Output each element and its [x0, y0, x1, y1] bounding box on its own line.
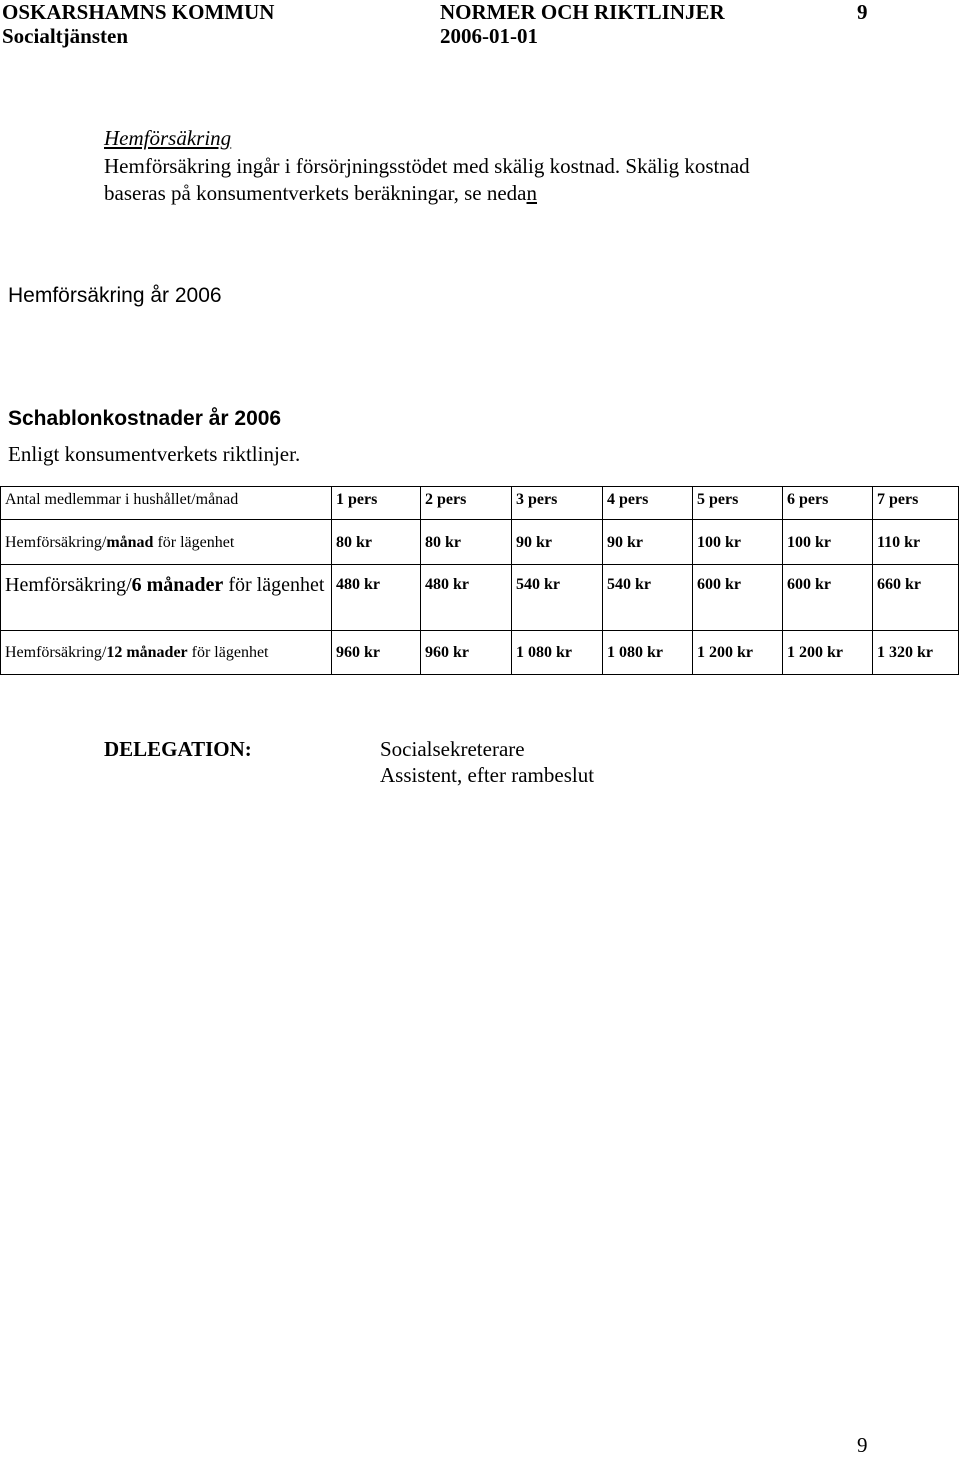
table-header-row — [1, 487, 959, 520]
column-header: 7 pers — [873, 487, 959, 520]
table-cell: 480 kr — [332, 565, 421, 631]
table-row — [1, 520, 959, 565]
table-cell: 960 kr — [421, 631, 512, 675]
table-cell: 1 200 kr — [783, 631, 873, 675]
header-page-number: 9 — [857, 0, 868, 24]
table-cell: 110 kr — [873, 520, 959, 565]
schablon-heading: Schablonkostnader år 2006 — [8, 407, 282, 430]
table-cell: 80 kr — [332, 520, 421, 565]
section-title: Hemförsäkring — [104, 126, 232, 150]
table-cell: 660 kr — [873, 565, 959, 631]
section-paragraph-line2 — [104, 180, 537, 206]
column-header: 2 pers — [421, 487, 512, 520]
row-label — [1, 631, 332, 675]
header-org: OSKARSHAMNS KOMMUN — [2, 0, 275, 24]
row-label-prefix: Hemförsäkring/ — [5, 534, 107, 551]
delegation-label: DELEGATION: — [104, 737, 252, 761]
column-header: 3 pers — [512, 487, 603, 520]
row-label-period: 6 månader — [131, 574, 224, 596]
table-row — [1, 565, 959, 631]
row-label-prefix: Hemförsäkring/ — [5, 644, 107, 661]
table-cell: 960 kr — [332, 631, 421, 675]
section-paragraph-line2-text: baseras på konsumentverkets beräkningar, se neda — [104, 181, 527, 205]
row-label-suffix: för lägenhet — [187, 644, 269, 661]
header-doc-title: NORMER OCH RIKTLINJER — [440, 0, 725, 24]
table-cell: 80 kr — [421, 520, 512, 565]
table-cell: 540 kr — [512, 565, 603, 631]
table-header-label: Antal medlemmar i hushållet/månad — [1, 487, 332, 520]
table-cell: 1 080 kr — [512, 631, 603, 675]
header-date: 2006-01-01 — [440, 24, 538, 48]
column-header: 1 pers — [332, 487, 421, 520]
header-dept: Socialtjänsten — [2, 24, 128, 48]
table-cell: 540 kr — [603, 565, 693, 631]
table-cell: 100 kr — [693, 520, 783, 565]
row-label — [1, 565, 332, 631]
section-paragraph-line2-underlined: n — [526, 181, 538, 205]
delegation-line2: Assistent, efter rambeslut — [380, 763, 595, 787]
table-cell: 600 kr — [783, 565, 873, 631]
column-header: 5 pers — [693, 487, 783, 520]
section-paragraph-line1: Hemförsäkring ingår i försörjningsstödet med skälig kostnad. Skälig kostnad — [104, 154, 750, 178]
footer-page-number: 9 — [857, 1433, 868, 1457]
table-cell: 1 320 kr — [873, 631, 959, 675]
table-row — [1, 631, 959, 675]
column-header: 4 pers — [603, 487, 693, 520]
row-label-period: 12 månader — [106, 644, 188, 661]
source-note: Enligt konsumentverkets riktlinjer. — [8, 442, 301, 466]
table-cell: 90 kr — [512, 520, 603, 565]
year-heading: Hemförsäkring år 2006 — [8, 284, 222, 307]
table-cell: 1 200 kr — [693, 631, 783, 675]
table-cell: 90 kr — [603, 520, 693, 565]
delegation-line1: Socialsekreterare — [380, 737, 525, 761]
table-cell: 1 080 kr — [603, 631, 693, 675]
table-cell: 100 kr — [783, 520, 873, 565]
row-label-suffix: för lägenhet — [223, 574, 325, 596]
cost-table — [0, 486, 959, 675]
row-label-prefix: Hemförsäkring/ — [5, 574, 132, 596]
row-label-suffix: för lägenhet — [153, 534, 235, 551]
row-label — [1, 520, 332, 565]
row-label-period: månad — [106, 534, 154, 551]
table-cell: 600 kr — [693, 565, 783, 631]
table-cell: 480 kr — [421, 565, 512, 631]
column-header: 6 pers — [783, 487, 873, 520]
